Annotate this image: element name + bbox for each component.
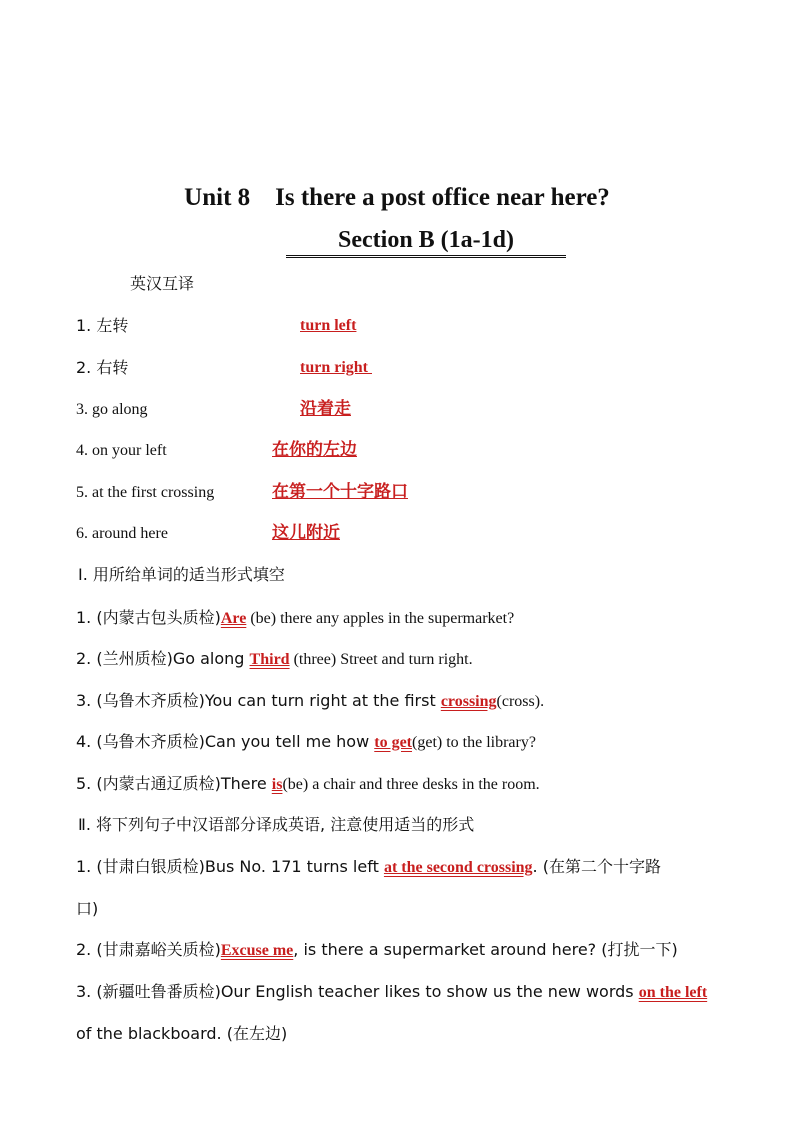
section2-item-3-source: 3. (新疆吐鲁番质检)Our English teacher likes to show us the new words bbox=[76, 982, 639, 1001]
section1-item-3-rest: (cross). bbox=[496, 693, 545, 710]
section1-item-4-answer: to get bbox=[374, 734, 413, 751]
section1-item-2-answer: Third bbox=[249, 651, 290, 668]
vocab-answer-4: 在你的左边 bbox=[272, 440, 357, 460]
section2-item-2-rest: , is there a supermarket around here? (打扰一下) bbox=[293, 940, 678, 959]
section1-item-2 bbox=[76, 649, 473, 670]
section-subtitle-box bbox=[286, 226, 566, 258]
section2-item-3-continued: of the blackboard. (在左边) bbox=[76, 1024, 288, 1043]
section1-item-1-answer: Are bbox=[220, 610, 247, 627]
section2-item-2-source: 2. (甘肃嘉峪关质检) bbox=[76, 940, 221, 959]
section1-item-5-source: 5. (内蒙古通辽质检)There bbox=[76, 774, 272, 793]
vocab-answer-6: 这儿附近 bbox=[272, 523, 340, 543]
vocab-answer-1: turn left bbox=[300, 317, 357, 334]
section2-item-1-continued: 口) bbox=[76, 899, 99, 918]
section2-item-3 bbox=[76, 982, 707, 1003]
section1-item-5-answer: is bbox=[271, 776, 283, 793]
vocab-answer-2: turn right bbox=[300, 359, 372, 376]
section1-item-3-source: 3. (乌鲁木齐质检)You can turn right at the first bbox=[76, 691, 441, 710]
vocab-question-1: 1. 左转 bbox=[76, 316, 129, 335]
section2-item-1-source: 1. (甘肃白银质检)Bus No. 171 turns left bbox=[76, 857, 384, 876]
vocab-question-4: 4. on your left bbox=[76, 442, 167, 459]
section1-heading: Ⅰ. 用所给单词的适当形式填空 bbox=[78, 565, 285, 584]
vocab-answer-5: 在第一个十字路口 bbox=[272, 482, 408, 502]
section2-item-1-answer: at the second crossing bbox=[383, 859, 533, 876]
section1-item-5-rest: (be) a chair and three desks in the room. bbox=[282, 776, 540, 793]
vocab-question-5: 5. at the first crossing bbox=[76, 484, 215, 501]
section1-item-1 bbox=[76, 608, 514, 629]
section2-item-2 bbox=[76, 940, 678, 961]
section1-item-4 bbox=[76, 732, 536, 753]
vocab-heading: 英汉互译 bbox=[130, 274, 195, 293]
section2-heading: Ⅱ. 将下列句子中汉语部分译成英语, 注意使用适当的形式 bbox=[78, 815, 475, 834]
section1-item-1-rest: (be) there any apples in the supermarket? bbox=[246, 610, 515, 627]
section1-item-4-rest: (get) to the library? bbox=[412, 734, 536, 751]
vocab-question-6: 6. around here bbox=[76, 525, 168, 542]
page-title: Unit 8 Is there a post office near here? bbox=[184, 184, 610, 211]
section2-item-1 bbox=[76, 857, 661, 878]
vocab-question-3: 3. go along bbox=[76, 401, 148, 418]
section1-item-2-source: 2. (兰州质检)Go along bbox=[76, 649, 250, 668]
section1-item-3 bbox=[76, 691, 544, 712]
section2-item-2-answer: Excuse me bbox=[220, 942, 294, 959]
section1-item-4-source: 4. (乌鲁木齐质检)Can you tell me how bbox=[76, 732, 375, 751]
section2-item-1-rest: . (在第二个十字路 bbox=[532, 857, 661, 876]
section1-item-5 bbox=[76, 774, 540, 795]
vocab-question-2: 2. 右转 bbox=[76, 358, 129, 377]
vocab-answer-3: 沿着走 bbox=[300, 399, 351, 419]
section1-item-3-answer: crossing bbox=[440, 693, 497, 710]
section-subtitle: Section B (1a-1d) bbox=[338, 227, 514, 253]
section1-item-2-rest: (three) Street and turn right. bbox=[289, 651, 473, 668]
section1-item-1-source: 1. (内蒙古包头质检) bbox=[76, 608, 221, 627]
section2-item-3-answer: on the left bbox=[638, 984, 708, 1001]
